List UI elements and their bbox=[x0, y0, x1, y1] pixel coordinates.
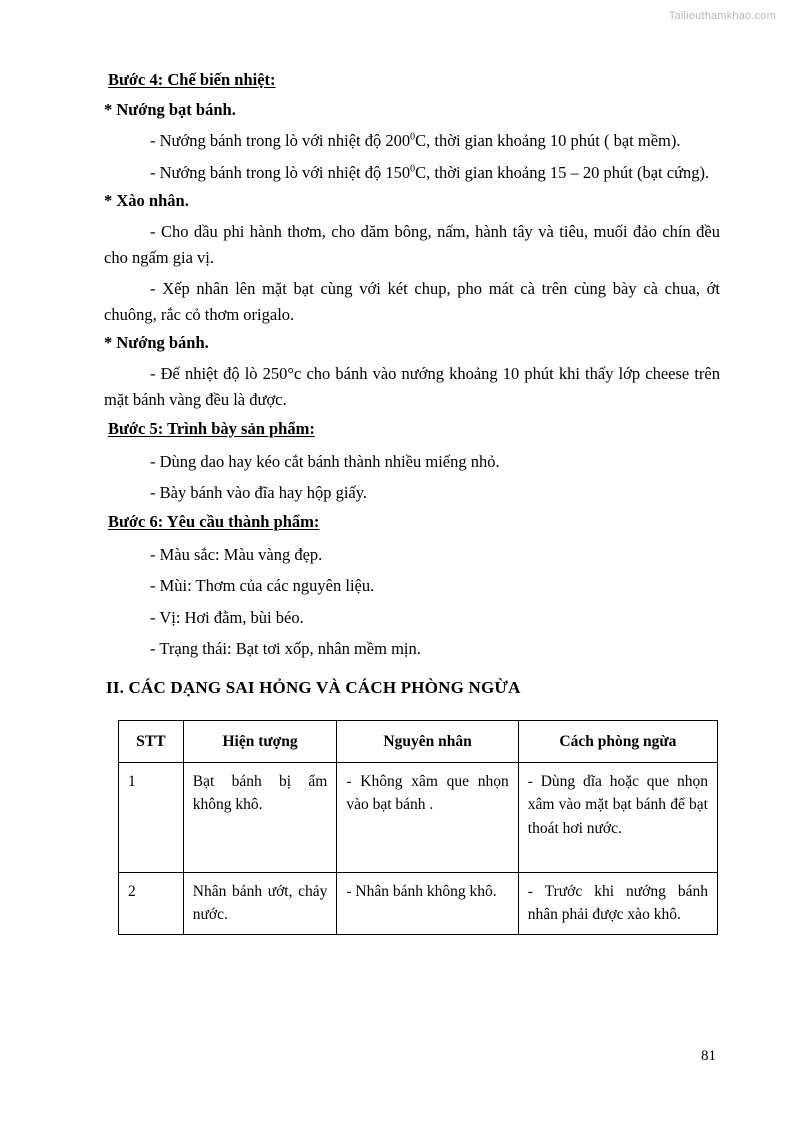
heading-step-5: Bước 5: Trình bày sản phẩm: bbox=[108, 418, 315, 438]
table-header-nguyen-nhan: Nguyên nhân bbox=[337, 720, 518, 762]
table-cell-cach-phong-ngua: - Trước khi nướng bánh nhân phải được xào khô. bbox=[518, 873, 717, 935]
table-header-cach-phong-ngua: Cách phòng ngừa bbox=[518, 720, 717, 762]
paragraph-step5-2: - Bày bánh vào đĩa hay hộp giấy. bbox=[150, 483, 368, 503]
paragraph-bake-200 bbox=[104, 128, 720, 154]
paragraph-xao-nhan-2: - Xếp nhân lên mặt bạt cùng với két chup, pho mát cà trên cùng bày cà chua, ớt chuông, rắc cỏ thơm origalo. bbox=[104, 279, 720, 324]
table-cell-stt: 2 bbox=[119, 873, 184, 935]
degree-superscript-200: 0 bbox=[410, 131, 416, 143]
paragraph-step6-1: - Màu sắc: Màu vàng đẹp. bbox=[150, 544, 323, 564]
page-number: 81 bbox=[701, 1048, 716, 1064]
paragraph-step6-3: - Vị: Hơi đằm, bùi béo. bbox=[150, 607, 304, 627]
paragraph-bake-150 bbox=[104, 160, 720, 186]
paragraph-bake-150-text-b: C, thời gian khoảng 15 – 20 phút (bạt cứng). bbox=[415, 162, 710, 182]
heading-sub-xao-nhan: * Xào nhân. bbox=[104, 191, 189, 211]
table-cell-hien-tuong: Bạt bánh bị ẩm không khô. bbox=[183, 763, 337, 873]
paragraph-nuong-banh-1: - Để nhiệt độ lò 250°c cho bánh vào nướng khoảng 10 phút khi thấy lớp cheese trên mặt bánh vàng đều là được. bbox=[104, 364, 720, 409]
paragraph-bake-150-text-a: - Nướng bánh trong lò với nhiệt độ 150 bbox=[150, 162, 411, 182]
table-cell-stt: 1 bbox=[119, 763, 184, 873]
paragraph-step5-1: - Dùng dao hay kéo cắt bánh thành nhiều miếng nhỏ. bbox=[150, 451, 500, 471]
table-cell-cach-phong-ngua: - Dùng dĩa hoặc que nhọn xâm vào mặt bạt bánh để bạt thoát hơi nước. bbox=[518, 763, 717, 873]
paragraph-bake-200-text-b: C, thời gian khoảng 10 phút ( bạt mềm). bbox=[415, 131, 681, 150]
heading-sub-nuong-bat-banh: * Nướng bạt bánh. bbox=[104, 100, 236, 119]
section-title-ii: II. CÁC DẠNG SAI HỎNG VÀ CÁCH PHÒNG NGỪA bbox=[106, 677, 521, 697]
heading-step-4: Bước 4: Chế biến nhiệt: bbox=[108, 70, 276, 89]
table-cell-nguyen-nhan: - Không xâm que nhọn vào bạt bánh . bbox=[337, 763, 518, 873]
table-header-hien-tuong: Hiện tượng bbox=[183, 720, 337, 762]
document-content bbox=[104, 70, 720, 935]
table-cell-hien-tuong: Nhân bánh ướt, chảy nước. bbox=[183, 873, 337, 935]
degree-superscript-150: 0 bbox=[410, 163, 416, 175]
paragraph-xao-nhan-1: - Cho dầu phi hành thơm, cho dăm bông, nấm, hành tây và tiêu, muối đảo chín đều cho ngấm gia vị. bbox=[104, 222, 720, 267]
paragraph-bake-200-text-a: - Nướng bánh trong lò với nhiệt độ 200 bbox=[150, 131, 411, 150]
table-header-stt: STT bbox=[119, 720, 184, 762]
paragraph-step6-4: - Trạng thái: Bạt tơi xốp, nhân mềm mịn. bbox=[150, 639, 421, 659]
defects-table bbox=[118, 720, 718, 935]
table-row bbox=[119, 763, 718, 873]
heading-step-6: Bước 6: Yêu cầu thành phẩm: bbox=[108, 511, 320, 531]
table-header-row bbox=[119, 720, 718, 762]
heading-sub-nuong-banh: * Nướng bánh. bbox=[104, 333, 209, 353]
table-row bbox=[119, 873, 718, 935]
table-cell-nguyen-nhan: - Nhân bánh không khô. bbox=[337, 873, 518, 935]
paragraph-step6-2: - Mùi: Thơm của các nguyên liệu. bbox=[150, 576, 375, 596]
watermark: Tailieuthamkhao.com bbox=[668, 10, 776, 22]
